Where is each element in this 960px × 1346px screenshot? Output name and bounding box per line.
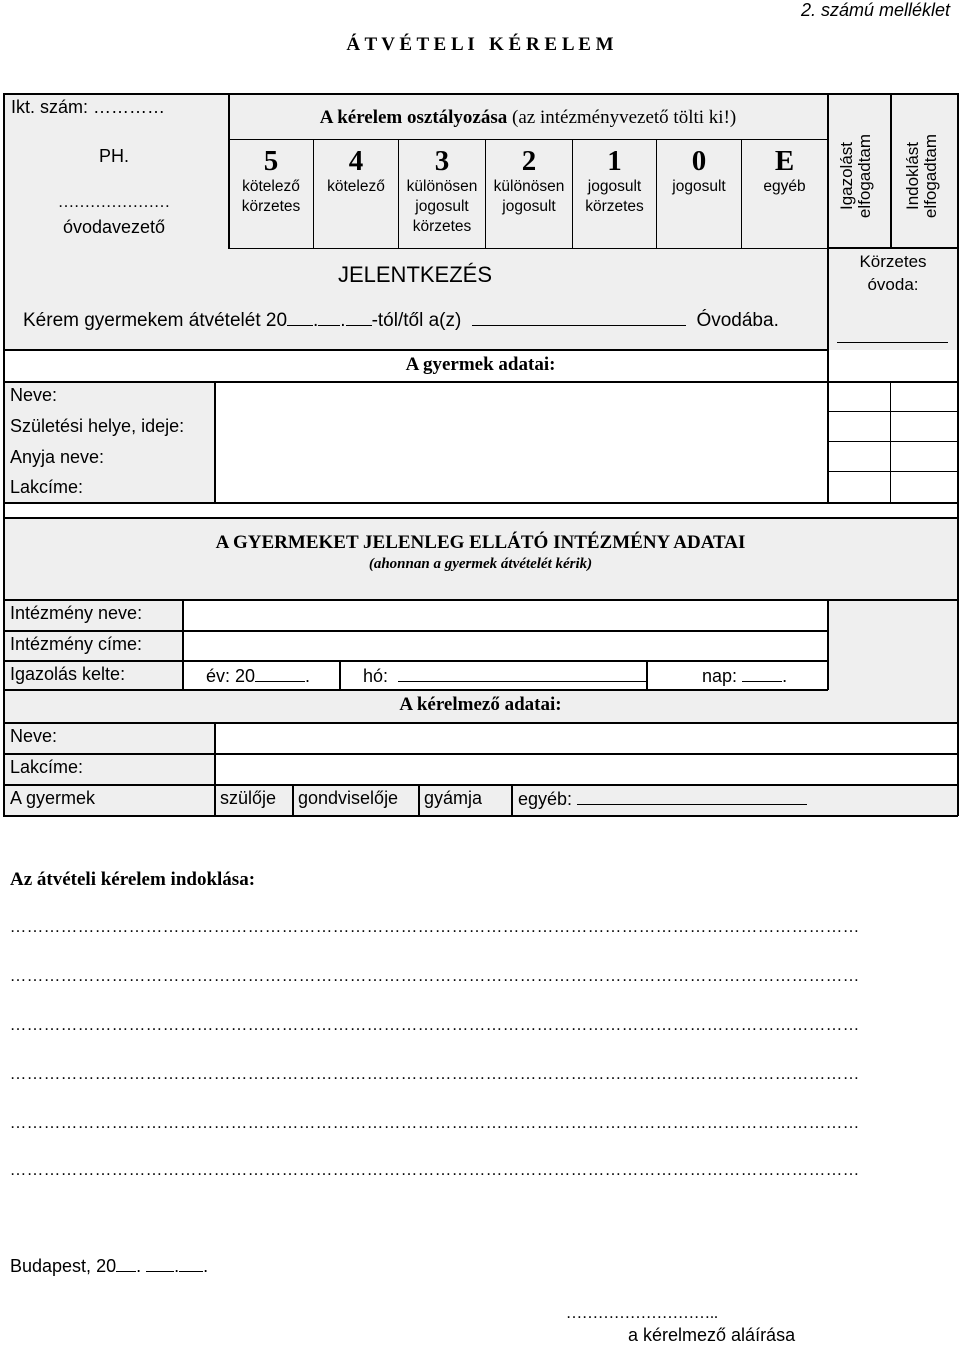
day-group: nap: . xyxy=(702,666,788,686)
class-text-4a: kötelező xyxy=(327,178,385,195)
institution-row-line-3 xyxy=(3,660,828,662)
justification-line-5[interactable]: …………………………………………………………………………………………………………………………………… xyxy=(10,1115,860,1132)
child-side-row-2 xyxy=(828,441,958,442)
class-text-3b: jogosult xyxy=(415,198,469,215)
class-number-3: 3 xyxy=(434,145,450,177)
class-grid-top xyxy=(229,139,827,140)
justification-line-1[interactable]: …………………………………………………………………………………………………………………………………… xyxy=(10,919,860,936)
institution-name-label: Intézmény neve: xyxy=(10,603,143,623)
child-mother-label: Anyja neve: xyxy=(10,447,105,467)
institution-row-line-1 xyxy=(3,599,958,601)
frame-top xyxy=(3,93,958,95)
class-grid-bottom xyxy=(229,248,827,249)
class-number-5: 5 xyxy=(263,145,279,177)
child-grid-bottom xyxy=(3,502,958,504)
class-text-2a: különösen xyxy=(493,178,565,195)
class-text-3c: körzetes xyxy=(412,218,472,235)
certificate-accepted-header[interactable] xyxy=(838,112,878,240)
relation-option-other[interactable] xyxy=(518,788,807,810)
class-number-e: E xyxy=(774,145,795,177)
class-text-0a: jogosult xyxy=(672,178,726,195)
child-side-row-1 xyxy=(828,411,958,412)
day-field[interactable] xyxy=(742,665,782,682)
class-number-4: 4 xyxy=(348,145,364,177)
certificate-accepted-line1: Igazolást xyxy=(837,141,856,211)
request-day-field[interactable] xyxy=(346,309,372,326)
applicant-address-label: Lakcíme: xyxy=(10,757,84,777)
applicant-name-field[interactable] xyxy=(215,723,958,753)
class-text-5a: kötelező xyxy=(242,178,300,195)
request-month-field[interactable] xyxy=(318,309,340,326)
applicant-signature-label: a kérelmező aláírása xyxy=(628,1325,796,1345)
relation-other-field[interactable] xyxy=(577,788,807,805)
applicant-label-sep xyxy=(214,722,216,816)
class-text-5b: körzetes xyxy=(241,198,301,215)
header-sep-right xyxy=(827,93,829,350)
justification-line-3[interactable]: …………………………………………………………………………………………………………………………………… xyxy=(10,1017,860,1034)
child-address-label: Lakcíme: xyxy=(10,477,84,497)
certificate-date-label: Igazolás kelte: xyxy=(10,664,126,684)
relation-option-parent[interactable]: szülője xyxy=(220,788,277,808)
class-text-2b: jogosult xyxy=(502,198,556,215)
classification-title-rest: (az intézményvezető tölti ki!) xyxy=(507,107,737,128)
class-col-3[interactable] xyxy=(399,145,485,237)
place-date: Budapest, 20 . . . xyxy=(10,1256,209,1276)
child-side-row-3 xyxy=(828,471,958,472)
ikt-label: Ikt. szám: ………… xyxy=(11,97,166,117)
registration-request-line: Kérem gyermekem átvételét 20 . . -tól/től a(z) Óvodába. xyxy=(23,310,779,331)
child-address-field[interactable] xyxy=(216,473,826,501)
year-label: év: 20 xyxy=(206,666,256,686)
class-number-1: 1 xyxy=(607,145,622,177)
applicant-row-line-2 xyxy=(3,753,958,755)
institution-heading: A GYERMEKET JELENLEG ELLÁTÓ INTÉZMÉNY ADATAI xyxy=(215,532,746,553)
class-text-1b: körzetes xyxy=(585,198,644,215)
form-title: Á T V É T E L I K É R E L E M xyxy=(346,34,614,55)
institution-data-sep xyxy=(827,599,829,690)
annex-label: 2. számú melléklet xyxy=(800,0,950,20)
institution-address-label: Intézmény címe: xyxy=(10,634,143,654)
classification-title xyxy=(229,107,827,129)
justification-line-4[interactable]: …………………………………………………………………………………………………………………………………… xyxy=(10,1066,860,1083)
applicant-signature-dots[interactable]: ……………………….. xyxy=(566,1305,718,1322)
justification-accepted-header[interactable] xyxy=(904,112,944,240)
justification-accepted-line1: Indoklást xyxy=(903,141,922,211)
request-year-field[interactable] xyxy=(287,309,313,326)
month-field[interactable] xyxy=(398,665,648,682)
leader-label: óvodavezető xyxy=(62,217,166,237)
district-label-line2: óvoda: xyxy=(867,275,919,294)
institution-row-line-4 xyxy=(3,689,828,691)
side-h-line xyxy=(828,247,958,249)
child-name-field[interactable] xyxy=(216,383,826,411)
institution-name-field[interactable] xyxy=(183,601,827,630)
institution-address-field[interactable] xyxy=(183,631,827,660)
justification-line-2[interactable]: …………………………………………………………………………………………………………………………………… xyxy=(10,968,860,985)
class-text-ea: egyéb xyxy=(763,178,806,195)
request-mid: -tól/től a(z) xyxy=(371,310,462,331)
applicant-address-field[interactable] xyxy=(215,754,958,784)
month-label: hó: xyxy=(363,666,389,686)
signing-year-field[interactable] xyxy=(116,1255,136,1272)
relation-sep-3 xyxy=(511,784,513,816)
institution-label-sep xyxy=(182,599,184,690)
institution-top-line xyxy=(3,517,958,519)
justification-accepted-line2: elfogadtam xyxy=(921,133,940,219)
class-col-4[interactable] xyxy=(314,145,398,197)
classification-title-bold: A kérelem osztályozása xyxy=(319,107,508,128)
relation-sep-2 xyxy=(418,784,420,816)
day-label: nap: xyxy=(702,666,738,686)
district-kindergarten-field[interactable] xyxy=(837,342,948,343)
relation-sep-1 xyxy=(292,784,294,816)
relation-option-other-label: egyéb: xyxy=(518,789,573,809)
relation-option-guardian[interactable]: gondviselője xyxy=(298,788,399,808)
signing-day-field[interactable] xyxy=(179,1255,203,1272)
applicant-heading: A kérelmező adatai: xyxy=(399,694,562,715)
relation-label: A gyermek xyxy=(10,788,96,808)
applicant-name-label: Neve: xyxy=(10,726,58,746)
class-number-0: 0 xyxy=(691,145,707,177)
child-birth-field[interactable] xyxy=(216,413,826,441)
month-group xyxy=(363,665,648,687)
frame-bottom xyxy=(3,815,958,817)
institution-subheading: (ahonnan a gyermek átvételét kérik) xyxy=(368,556,593,572)
justification-heading: Az átvételi kérelem indoklása: xyxy=(10,869,256,890)
class-col-1[interactable] xyxy=(573,145,656,217)
request-kindergarten-field[interactable] xyxy=(472,309,686,326)
child-data-sep xyxy=(827,349,829,502)
class-col-2[interactable] xyxy=(486,145,572,217)
child-name-label: Neve: xyxy=(10,385,58,405)
applicant-row-line-1 xyxy=(3,722,958,724)
class-text-1a: jogosult xyxy=(587,178,642,195)
district-label-line1: Körzetes xyxy=(859,252,927,271)
signing-month-field[interactable] xyxy=(146,1255,174,1272)
child-birth-label: Születési helye, ideje: xyxy=(10,416,185,436)
child-top-line xyxy=(3,349,828,351)
date-sep-1 xyxy=(339,660,341,690)
request-prefix: Kérem gyermekem átvételét 20 xyxy=(23,310,288,331)
class-col-e[interactable] xyxy=(742,145,827,197)
certificate-accepted-line2: elfogadtam xyxy=(855,133,874,219)
registration-heading: JELENTKEZÉS xyxy=(337,262,493,287)
applicant-row-line-3 xyxy=(3,784,958,786)
side-sep xyxy=(890,93,892,248)
class-col-5[interactable] xyxy=(229,145,313,217)
request-suffix: Óvodába. xyxy=(696,310,779,331)
ph-label: PH. xyxy=(98,146,129,166)
year-field[interactable] xyxy=(255,665,305,682)
justification-line-6[interactable]: …………………………………………………………………………………………………………………………………… xyxy=(10,1162,860,1179)
class-text-3a: különösen xyxy=(406,178,478,195)
district-label xyxy=(828,250,958,296)
relation-option-custodian[interactable]: gyámja xyxy=(424,788,483,808)
child-mother-field[interactable] xyxy=(216,443,826,471)
class-col-0[interactable] xyxy=(657,145,741,197)
year-group: év: 20 . xyxy=(206,666,311,686)
institution-row-line-2 xyxy=(3,630,828,632)
place-date-label: Budapest, 20 xyxy=(10,1256,117,1276)
leader-signature-dots: ………………… xyxy=(58,194,170,211)
class-number-2: 2 xyxy=(521,145,537,177)
child-heading: A gyermek adatai: xyxy=(405,354,556,375)
